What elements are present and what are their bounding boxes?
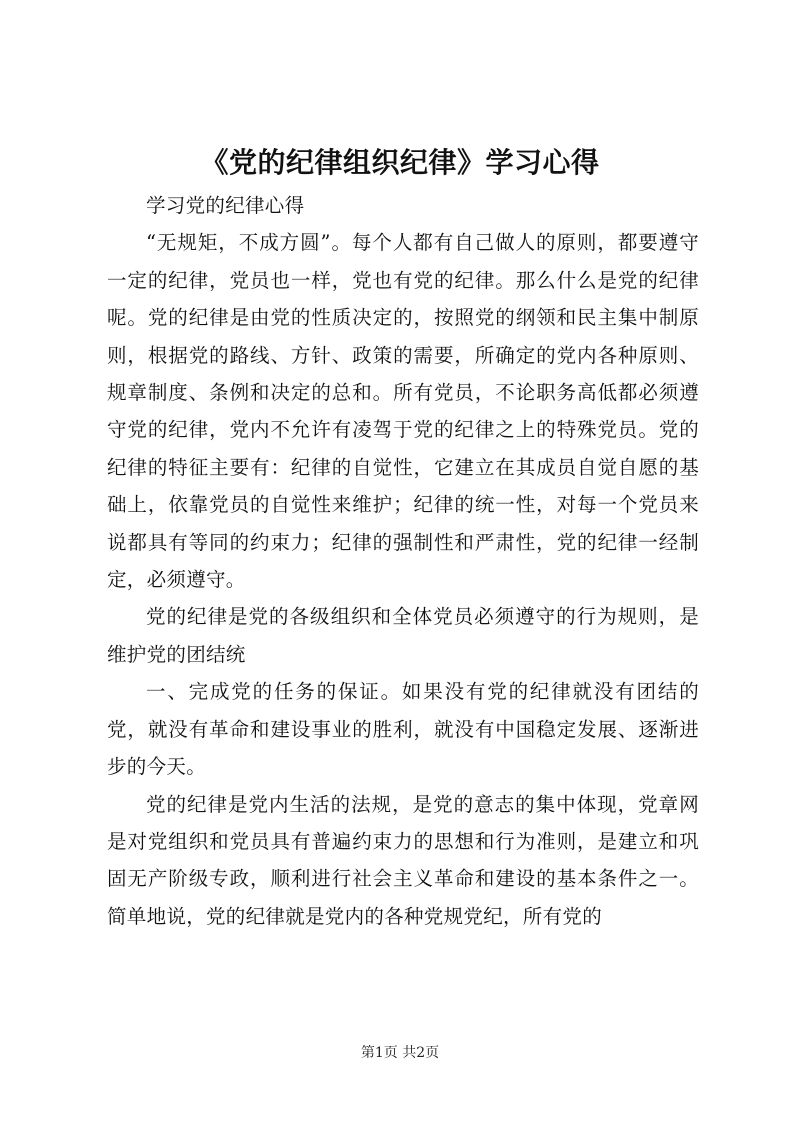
paragraph-2: 党的纪律是党的各级组织和全体党员必须遵守的行为规则，是维护党的团结统 (107, 605, 699, 666)
document-title: 《党的纪律组织纪律》学习心得 (200, 146, 600, 179)
paragraph-4: 党的纪律是党内生活的法规，是党的意志的集中体现，党章网是对党组织和党员具有普遍约束力的思想和行为准则，是建立和巩固无产阶级专政，顺利进行社会主义革命和建设的基本条件之一。简单地说，党的纪律就是党内的各种党规党纪，所有党的 (107, 792, 699, 928)
paragraph-subtitle: 学习党的纪律心得 (146, 194, 305, 217)
document-body (107, 187, 699, 935)
paragraph-3: 一、完成党的任务的保证。如果没有党的纪律就没有团结的党，就没有革命和建设事业的胜利，就没有中国稳定发展、逐渐进步的今天。 (107, 680, 699, 779)
page-number-footer: 第1页 共2页 (360, 1045, 440, 1061)
paragraph-1: “无规矩，不成方圆”。每个人都有自己做人的原则，都要遵守一定的纪律，党员也一样，党也有党的纪律。那么什么是党的纪律呢。党的纪律是由党的性质决定的，按照党的纲领和民主集中制原则，根据党的路线、方针、政策的需要，所确定的党内各种原则、规章制度、条例和决定的总和。所有党员，不论职务高低都必须遵守党的纪律，党内不允许有凌驾于党的纪律之上的特殊党员。党的纪律的特征主要有：纪律的自觉性，它建立在其成员自觉自愿的基础上，依靠党员的自觉性来维护；纪律的统一性，对每一个党员来说都具有等同的约束力；纪律的强制性和严肃性，党的纪律一经制定，必须遵守。 (107, 231, 699, 592)
